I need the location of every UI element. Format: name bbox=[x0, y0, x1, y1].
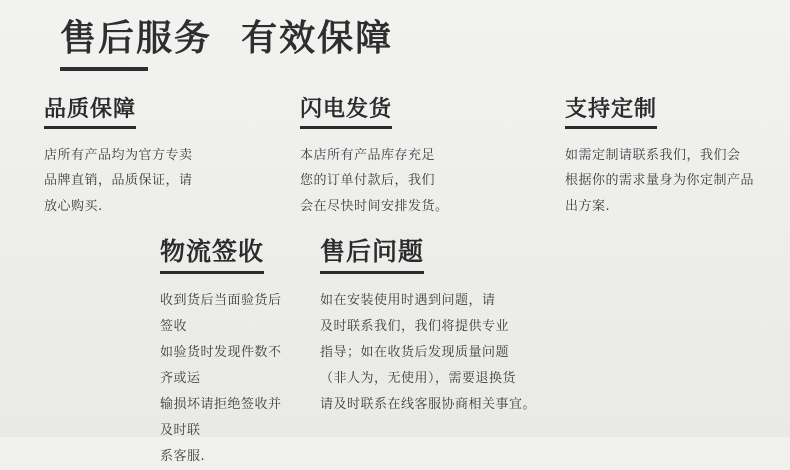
section-aftersale-line-4: （非人为，无使用），需要退换货 bbox=[320, 371, 517, 386]
section-aftersale-body bbox=[320, 288, 565, 418]
section-quality-line-2: 品牌直销，品质保证，请 bbox=[44, 173, 193, 189]
section-shipping-line-1: 本店所有产品库存充足 bbox=[300, 148, 436, 163]
section-logistics-line-4: 系客服. bbox=[160, 449, 206, 464]
section-quality bbox=[0, 92, 260, 219]
section-aftersale bbox=[290, 232, 650, 470]
section-custom-line-2: 根据你的需求量身为你定制产品 bbox=[565, 173, 755, 189]
section-quality-body bbox=[44, 143, 249, 219]
features-row-top bbox=[0, 92, 790, 219]
section-custom bbox=[515, 92, 790, 219]
section-shipping-body bbox=[300, 143, 505, 219]
section-shipping-title: 闪电发货 bbox=[300, 92, 392, 129]
section-shipping-line-3: 会在尽快时间安排发货。 bbox=[300, 198, 449, 214]
section-logistics-line-2: 如验货时发现件数不齐或运 bbox=[160, 345, 282, 386]
poster-header bbox=[60, 16, 393, 71]
section-logistics bbox=[0, 232, 290, 470]
section-custom-title: 支持定制 bbox=[565, 92, 657, 129]
section-custom-line-3: 出方案. bbox=[565, 198, 611, 214]
section-logistics-body bbox=[160, 288, 290, 470]
section-aftersale-title: 售后问题 bbox=[320, 232, 424, 274]
section-quality-title: 品质保障 bbox=[44, 92, 136, 129]
section-custom-body bbox=[565, 143, 790, 219]
section-aftersale-line-5: 请及时联系在线客服协商相关事宜。 bbox=[320, 397, 537, 412]
section-aftersale-line-3: 指导；如在收货后发现质量问题 bbox=[320, 345, 510, 360]
section-shipping bbox=[260, 92, 515, 219]
section-quality-line-3: 放心购买. bbox=[44, 198, 103, 214]
section-custom-line-1: 如需定制请联系我们，我们会 bbox=[565, 148, 741, 163]
features-row-bottom bbox=[0, 232, 790, 470]
section-logistics-title: 物流签收 bbox=[160, 232, 264, 274]
section-logistics-line-1: 收到货后当面验货后签收 bbox=[160, 293, 282, 334]
section-aftersale-line-1: 如在安装使用时遇到问题，请 bbox=[320, 293, 496, 308]
section-shipping-line-2: 您的订单付款后，我们 bbox=[300, 173, 436, 189]
title-underline-rule bbox=[60, 67, 148, 71]
page-title: 售后服务 有效保障 bbox=[60, 18, 394, 59]
section-logistics-line-3: 输损坏请拒绝签收并及时联 bbox=[160, 397, 282, 438]
section-aftersale-line-2: 及时联系我们，我们将提供专业 bbox=[320, 319, 510, 334]
section-quality-line-1: 店所有产品均为官方专卖 bbox=[44, 148, 193, 163]
